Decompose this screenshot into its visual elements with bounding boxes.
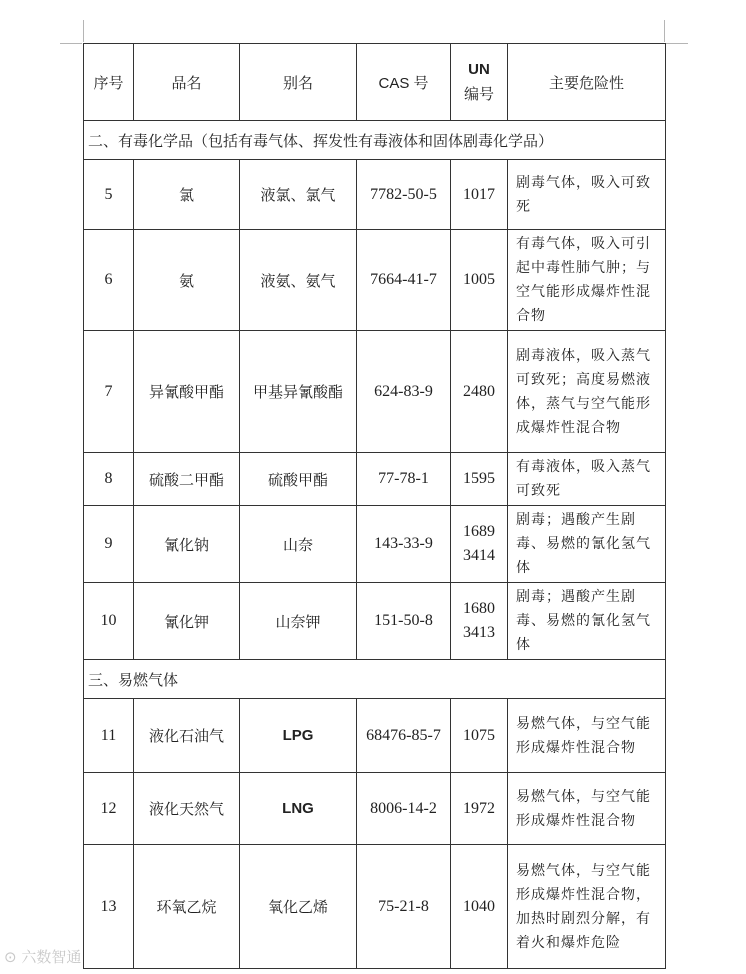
hazard-cell: 有毒液体，吸入蒸气可致死 bbox=[508, 453, 666, 506]
cas-cell: 7664-41-7 bbox=[357, 230, 451, 331]
cas-cell: 624-83-9 bbox=[357, 331, 451, 453]
table-header-row bbox=[84, 44, 666, 121]
un-number: 3413 bbox=[463, 624, 495, 641]
table-row bbox=[84, 845, 666, 969]
un-cell bbox=[451, 773, 508, 845]
cas-cell: 151-50-8 bbox=[357, 583, 451, 660]
alias-cell: 山奈 bbox=[240, 506, 357, 583]
seq-cell: 6 bbox=[84, 230, 134, 331]
alias-cell: 山奈钾 bbox=[240, 583, 357, 660]
watermark-logo-icon: ⊙ bbox=[4, 948, 17, 966]
crop-mark-top-left-h bbox=[60, 43, 82, 44]
crop-mark-top-right-v bbox=[664, 20, 665, 42]
seq-cell: 12 bbox=[84, 773, 134, 845]
hazard-cell: 易燃气体，与空气能形成爆炸性混合物 bbox=[508, 699, 666, 773]
table-body bbox=[84, 121, 666, 969]
un-cell bbox=[451, 506, 508, 583]
cas-cell: 68476-85-7 bbox=[357, 699, 451, 773]
watermark-text: 六数智通 bbox=[21, 948, 82, 966]
alias-cell: 液氯、氯气 bbox=[240, 160, 357, 230]
un-number: 2480 bbox=[463, 382, 495, 400]
hazard-cell: 有毒气体，吸入可引起中毒性肺气肿；与空气能形成爆炸性混合物 bbox=[508, 230, 666, 331]
header-un-line1: UN bbox=[468, 61, 490, 78]
un-cell bbox=[451, 453, 508, 506]
seq-cell: 9 bbox=[84, 506, 134, 583]
alias-cell: 氧化乙烯 bbox=[240, 845, 357, 969]
alias-cell: LNG bbox=[240, 773, 357, 845]
un-number: 1689 bbox=[463, 523, 495, 540]
name-cell: 氨 bbox=[134, 230, 240, 331]
header-hazard: 主要危险性 bbox=[508, 44, 666, 121]
alias-cell: 硫酸甲酯 bbox=[240, 453, 357, 506]
name-cell: 异氰酸甲酯 bbox=[134, 331, 240, 453]
seq-cell: 7 bbox=[84, 331, 134, 453]
un-number: 1075 bbox=[463, 726, 495, 744]
header-seq: 序号 bbox=[84, 44, 134, 121]
cas-cell: 143-33-9 bbox=[357, 506, 451, 583]
table-row bbox=[84, 583, 666, 660]
un-number: 1017 bbox=[463, 185, 495, 203]
un-cell bbox=[451, 160, 508, 230]
watermark bbox=[4, 946, 81, 967]
header-cas: CAS 号 bbox=[357, 44, 451, 121]
un-number: 1680 bbox=[463, 600, 495, 617]
un-cell bbox=[451, 699, 508, 773]
table-row bbox=[84, 453, 666, 506]
hazard-cell: 剧毒液体，吸入蒸气可致死；高度易燃液体，蒸气与空气能形成爆炸性混合物 bbox=[508, 331, 666, 453]
un-number: 1040 bbox=[463, 897, 495, 915]
cas-cell: 8006-14-2 bbox=[357, 773, 451, 845]
header-un-line2: 编号 bbox=[463, 85, 494, 103]
un-number: 1595 bbox=[463, 470, 495, 487]
seq-cell: 10 bbox=[84, 583, 134, 660]
hazard-cell: 剧毒；遇酸产生剧毒、易燃的氰化氢气体 bbox=[508, 583, 666, 660]
un-cell bbox=[451, 583, 508, 660]
header-name: 品名 bbox=[134, 44, 240, 121]
un-number: 3414 bbox=[463, 547, 495, 564]
cas-cell: 75-21-8 bbox=[357, 845, 451, 969]
name-cell: 氯 bbox=[134, 160, 240, 230]
section-title: 二、有毒化学品（包括有毒气体、挥发性有毒液体和固体剧毒化学品） bbox=[84, 121, 666, 160]
header-alias: 别名 bbox=[240, 44, 357, 121]
seq-cell: 11 bbox=[84, 699, 134, 773]
alias-cell: 液氨、氨气 bbox=[240, 230, 357, 331]
hazardous-chemicals-table bbox=[83, 43, 666, 969]
table-row bbox=[84, 331, 666, 453]
alias-cell: 甲基异氰酸酯 bbox=[240, 331, 357, 453]
cas-cell: 7782-50-5 bbox=[357, 160, 451, 230]
crop-mark-top-left-v bbox=[83, 20, 84, 42]
section-title: 三、易燃气体 bbox=[84, 660, 666, 699]
un-cell bbox=[451, 230, 508, 331]
cas-cell: 77-78-1 bbox=[357, 453, 451, 506]
name-cell: 环氧乙烷 bbox=[134, 845, 240, 969]
section-row bbox=[84, 660, 666, 699]
hazard-cell: 剧毒；遇酸产生剧毒、易燃的氰化氢气体 bbox=[508, 506, 666, 583]
table-row bbox=[84, 699, 666, 773]
seq-cell: 5 bbox=[84, 160, 134, 230]
table-row bbox=[84, 160, 666, 230]
alias-cell: LPG bbox=[240, 699, 357, 773]
name-cell: 氰化钾 bbox=[134, 583, 240, 660]
crop-mark-top-right-h bbox=[666, 43, 688, 44]
un-number: 1972 bbox=[463, 799, 495, 817]
table-row bbox=[84, 773, 666, 845]
seq-cell: 13 bbox=[84, 845, 134, 969]
hazard-cell: 剧毒气体，吸入可致死 bbox=[508, 160, 666, 230]
table-row bbox=[84, 506, 666, 583]
section-row bbox=[84, 121, 666, 160]
hazard-cell: 易燃气体，与空气能形成爆炸性混合物，加热时剧烈分解，有着火和爆炸危险 bbox=[508, 845, 666, 969]
un-number: 1005 bbox=[463, 271, 495, 288]
name-cell: 液化天然气 bbox=[134, 773, 240, 845]
name-cell: 氰化钠 bbox=[134, 506, 240, 583]
hazard-cell: 易燃气体，与空气能形成爆炸性混合物 bbox=[508, 773, 666, 845]
seq-cell: 8 bbox=[84, 453, 134, 506]
un-cell bbox=[451, 331, 508, 453]
table-row bbox=[84, 230, 666, 331]
name-cell: 液化石油气 bbox=[134, 699, 240, 773]
un-cell bbox=[451, 845, 508, 969]
header-un bbox=[451, 44, 508, 121]
name-cell: 硫酸二甲酯 bbox=[134, 453, 240, 506]
